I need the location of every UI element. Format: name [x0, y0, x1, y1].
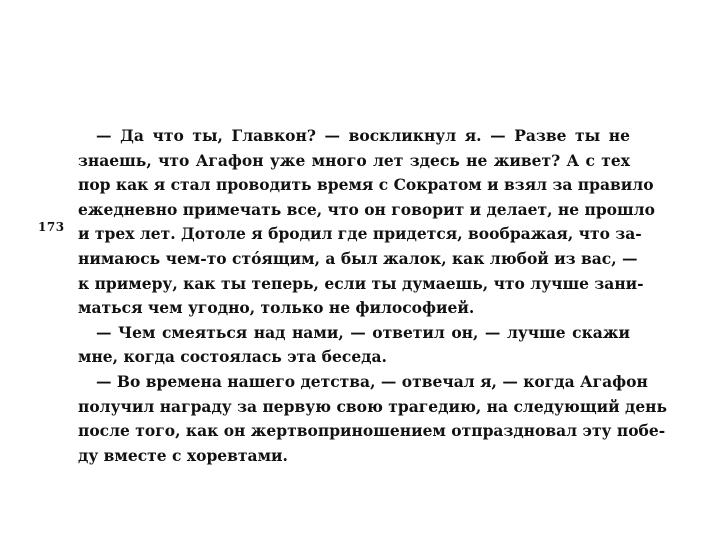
- text-line: нимаюсь чем-то стóящим, а был жалок, как любой из вас, —: [78, 248, 638, 268]
- text-line: мне, когда состоялась эта беседа.: [78, 347, 387, 367]
- text-line: и трех лет. Дотоле я бродил где придется, воображая, что за-: [78, 224, 642, 244]
- margin-page-number: 173: [38, 220, 65, 234]
- text-line: к примеру, как ты теперь, если ты думаешь, что лучше зани-: [78, 273, 644, 293]
- text-line: — Да что ты, Главкон? — воскликнул я. — Разве ты не: [96, 126, 630, 145]
- text-line: после того, как он жертвоприношением отпраздновал эту побе-: [78, 421, 666, 441]
- text-line: получил награду за первую свою трагедию, на следующий день: [78, 396, 668, 416]
- text-block: [78, 124, 668, 468]
- text-line: пор как я стал проводить время с Сократом и взял за правило: [78, 175, 654, 195]
- text-line: ду вместе с хоревтами.: [78, 445, 288, 465]
- text-line: ежедневно примечать все, что он говорит и делает, не прошло: [78, 199, 655, 219]
- text-line: знаешь, что Агафон уже много лет здесь не живет? А с тех: [78, 150, 630, 170]
- text-line: — Чем смеяться над нами, — ответил он, — лучше скажи: [96, 322, 630, 342]
- text-line: — Во времена нашего детства, — отвечал я, — когда Агафон: [96, 371, 648, 391]
- text-line: маться чем угодно, только не философией.: [78, 298, 475, 318]
